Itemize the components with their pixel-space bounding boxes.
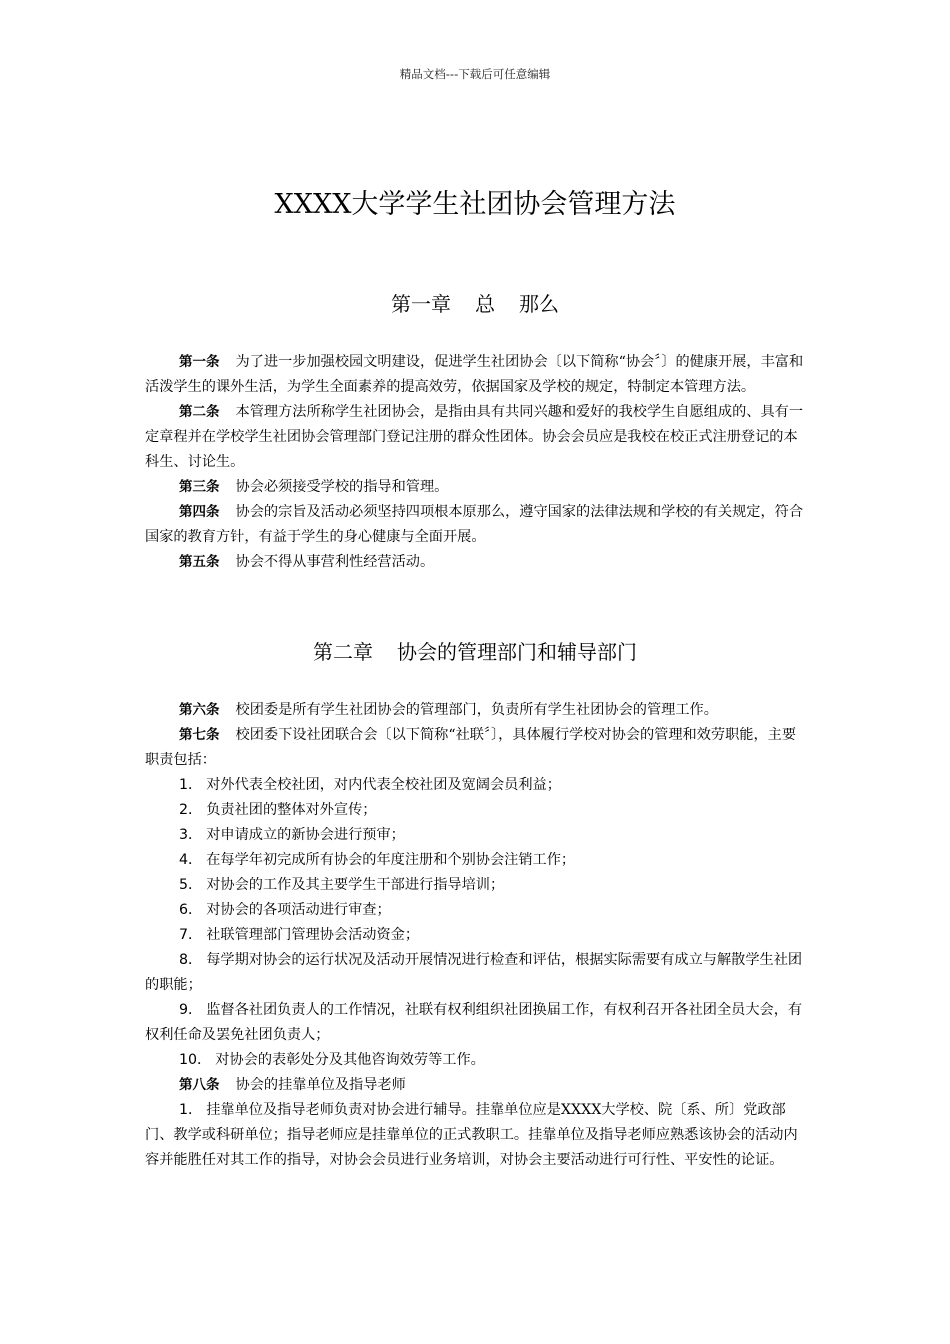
article-label: 第八条 bbox=[179, 1077, 220, 1093]
chapter-1-name-b: 那么 bbox=[519, 292, 559, 316]
list-item bbox=[145, 798, 810, 823]
list-item bbox=[145, 848, 810, 873]
chapter-1-heading bbox=[0, 288, 950, 317]
list-item-text: 社联管理部门管理协会活动资金； bbox=[206, 927, 420, 943]
article-label: 第二条 bbox=[179, 404, 220, 420]
chapter-1-body bbox=[145, 350, 810, 575]
list-item-number: 6． bbox=[179, 902, 203, 918]
article-text: 协会的挂靠单位及指导老师 bbox=[235, 1077, 406, 1093]
article-7 bbox=[145, 723, 810, 773]
article-label: 第五条 bbox=[179, 554, 220, 570]
list-item-number: 2． bbox=[179, 802, 203, 818]
list-item-text: 监督各社团负责人的工作情况，社联有权利组织社团换届工作，有权利召开各社团全员大会，有权利任命及罢免社团负责人； bbox=[145, 1002, 803, 1043]
list-item-number: 1． bbox=[179, 1102, 203, 1118]
article-text: 为了进一步加强校园文明建设，促进学生社团协会〔以下简称“协会〞〕的健康开展，丰富和活泼学生的课外生活，为学生全面素养的提高效劳，依据国家及学校的规定，特制定本管理方法。 bbox=[145, 354, 804, 395]
list-item-text: 挂靠单位及指导老师负责对协会进行辅导。挂靠单位应是XXXX大学校、院〔系、所〕党政部门、教学或科研单位；指导老师应是挂靠单位的正式教职工。挂靠单位及指导老师应熟悉该协会的活动内容并能胜任对其工作的指导，对协会会员进行业务培训，对协会主要活动进行可行性、平安性的论证。 bbox=[145, 1102, 798, 1168]
article-1 bbox=[145, 350, 810, 400]
list-item-number: 1． bbox=[179, 777, 203, 793]
list-item bbox=[145, 998, 810, 1048]
list-item bbox=[145, 773, 810, 798]
article-label: 第六条 bbox=[179, 702, 220, 718]
article-8 bbox=[145, 1073, 810, 1098]
article-text: 协会必须接受学校的指导和管理。 bbox=[235, 479, 449, 495]
article-text: 校团委下设社团联合会〔以下简称“社联〞〕，具体履行学校对协会的管理和效劳职能，主要职责包括： bbox=[145, 727, 797, 768]
list-item-number: 5． bbox=[179, 877, 203, 893]
list-item bbox=[145, 873, 810, 898]
article-2 bbox=[145, 400, 810, 475]
article-4 bbox=[145, 500, 810, 550]
list-item-text: 对申请成立的新协会进行预审； bbox=[206, 827, 405, 843]
chapter-1-name-a: 总 bbox=[475, 292, 495, 316]
list-item-number: 7． bbox=[179, 927, 203, 943]
page-header: 精品文档---下载后可任意编辑 bbox=[399, 67, 551, 81]
list-item bbox=[145, 1048, 810, 1073]
list-item-text: 在每学年初完成所有协会的年度注册和个别协会注销工作； bbox=[206, 852, 576, 868]
article-label: 第七条 bbox=[179, 727, 220, 743]
list-item bbox=[145, 823, 810, 848]
article-text: 协会的宗旨及活动必须坚持四项根本原那么，遵守国家的法律法规和学校的有关规定，符合国家的教育方针，有益于学生的身心健康与全面开展。 bbox=[145, 504, 804, 545]
list-item-text: 对外代表全校社团，对内代表全校社团及宽阔会员利益； bbox=[206, 777, 561, 793]
article-3 bbox=[145, 475, 810, 500]
list-item-number: 9． bbox=[179, 1002, 203, 1018]
article-text: 本管理方法所称学生社团协会，是指由具有共同兴趣和爱好的我校学生自愿组成的、具有一定章程并在学校学生社团协会管理部门登记注册的群众性团体。协会会员应是我校在校正式注册登记的本科生、讨论生。 bbox=[145, 404, 804, 470]
chapter-2-label: 第二章 bbox=[313, 640, 373, 664]
article-label: 第三条 bbox=[179, 479, 220, 495]
list-item-text: 负责社团的整体对外宣传； bbox=[206, 802, 377, 818]
list-item-text: 对协会的各项活动进行审查； bbox=[206, 902, 391, 918]
list-item-number: 3． bbox=[179, 827, 203, 843]
article-label: 第一条 bbox=[179, 354, 220, 370]
article-text: 校团委是所有学生社团协会的管理部门，负责所有学生社团协会的管理工作。 bbox=[235, 702, 718, 718]
article-6 bbox=[145, 698, 810, 723]
chapter-2-name: 协会的管理部门和辅导部门 bbox=[397, 640, 637, 664]
document-title: XXXX大学学生社团协会管理方法 bbox=[274, 189, 676, 220]
list-item bbox=[145, 898, 810, 923]
chapter-1-label: 第一章 bbox=[391, 292, 451, 316]
list-item-text: 对协会的表彰处分及其他咨询效劳等工作。 bbox=[215, 1052, 485, 1068]
list-item bbox=[145, 923, 810, 948]
article-5 bbox=[145, 550, 810, 575]
list-item-number: 10． bbox=[179, 1052, 212, 1068]
list-item-number: 8． bbox=[179, 952, 203, 968]
article-label: 第四条 bbox=[179, 504, 220, 520]
chapter-2-heading bbox=[0, 636, 950, 665]
article-text: 协会不得从事营利性经营活动。 bbox=[235, 554, 435, 570]
list-item-text: 对协会的工作及其主要学生干部进行指导培训； bbox=[206, 877, 505, 893]
chapter-2-body bbox=[145, 698, 810, 1173]
list-item-text: 每学期对协会的运行状况及活动开展情况进行检查和评估，根据实际需要有成立与解散学生社团的职能； bbox=[145, 952, 803, 993]
list-item bbox=[145, 948, 810, 998]
list-item-number: 4． bbox=[179, 852, 203, 868]
list-item bbox=[145, 1098, 810, 1173]
